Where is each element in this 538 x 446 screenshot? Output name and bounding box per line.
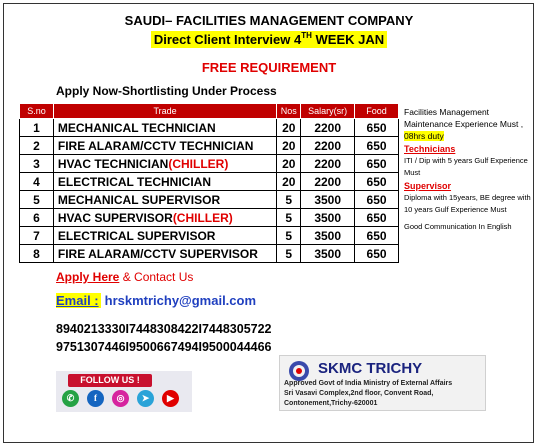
trade-name: MECHANICAL SUPERVISOR: [57, 192, 221, 207]
cell-salary: 2200: [301, 173, 355, 191]
cell-food: 650: [355, 137, 399, 155]
company-card: [279, 355, 486, 411]
header-food: Food: [355, 104, 399, 119]
trade-name: FIRE ALARAM/CCTV TECHNICIAN: [57, 138, 254, 153]
cell-nos: 20: [277, 173, 301, 191]
table-header-row: [20, 104, 399, 119]
technicians-note: ITI / Dip with 5 years Gulf Experience Must: [404, 156, 528, 177]
cell-nos: 5: [277, 227, 301, 245]
phone-numbers: [56, 320, 272, 356]
follow-us-label: FOLLOW US !: [68, 374, 152, 387]
apply-now-text: Apply Now-Shortlisting Under Process: [56, 84, 277, 98]
cell-sno: 1: [20, 119, 54, 137]
cell-salary: 3500: [301, 245, 355, 263]
cell-nos: 5: [277, 209, 301, 227]
cell-trade: [53, 155, 276, 173]
technicians-heading: Technicians: [404, 144, 456, 154]
cell-food: 650: [355, 245, 399, 263]
trade-name: FIRE ALARAM/CCTV SUPERVISOR: [57, 246, 258, 261]
follow-us-banner: [56, 371, 192, 412]
experience-note: [404, 106, 532, 142]
cell-nos: 20: [277, 137, 301, 155]
requirements-notes: [404, 106, 532, 233]
trade-suffix: (CHILLER): [168, 156, 229, 171]
table-row: [20, 137, 399, 155]
phone-line-2: 9751307446I9500667494I9500044466: [56, 340, 272, 354]
cell-food: 650: [355, 209, 399, 227]
table-row: [20, 173, 399, 191]
card-approval: Approved Govt of India Ministry of External Affairs: [284, 380, 453, 387]
cell-food: 650: [355, 227, 399, 245]
experience-text: Facilities Management Maintenance Experience Must ,: [404, 107, 524, 129]
interview-sup: TH: [301, 31, 312, 40]
free-requirement: FREE REQUIREMENT: [201, 60, 337, 75]
card-address-2: Contonement,Trichy-620001: [284, 400, 378, 407]
card-address-1: Sri Vasavi Complex,2nd floor, Convent Road,: [284, 390, 434, 397]
contact-us-text: & Contact Us: [119, 270, 194, 284]
cell-nos: 5: [277, 245, 301, 263]
cell-salary: 2200: [301, 119, 355, 137]
cell-food: 650: [355, 173, 399, 191]
cell-food: 650: [355, 191, 399, 209]
supervisor-note: Diploma with 15years, BE degree with 10 years Gulf Experience Must: [404, 193, 531, 214]
whatsapp-icon[interactable]: ✆: [62, 390, 79, 407]
cell-trade: [53, 209, 276, 227]
cell-sno: 4: [20, 173, 54, 191]
jobs-table: [19, 103, 399, 263]
cell-trade: [53, 137, 276, 155]
cell-trade: [53, 245, 276, 263]
cell-sno: 7: [20, 227, 54, 245]
communication-note: Good Communication In English: [404, 222, 512, 231]
trade-name: MECHANICAL TECHNICIAN: [57, 120, 216, 135]
card-title: SKMC TRICHY: [318, 360, 423, 377]
cell-salary: 2200: [301, 137, 355, 155]
company-title: SAUDI– FACILITIES MANAGEMENT COMPANY: [124, 13, 414, 28]
table-row: [20, 227, 399, 245]
cell-trade: [53, 191, 276, 209]
trade-name: ELECTRICAL TECHNICIAN: [57, 174, 212, 189]
interview-banner: [0, 31, 538, 49]
skmc-logo-icon: [286, 360, 312, 382]
youtube-icon[interactable]: ▶: [162, 390, 179, 407]
table-row: [20, 209, 399, 227]
cell-salary: 3500: [301, 227, 355, 245]
email-row: [56, 293, 256, 308]
apply-here-link[interactable]: Apply Here: [56, 270, 120, 284]
cell-sno: 8: [20, 245, 54, 263]
telegram-icon[interactable]: ➤: [137, 390, 154, 407]
trade-name: HVAC SUPERVISOR: [57, 210, 173, 225]
table-row: [20, 119, 399, 137]
header-salary: Salary(sr): [301, 104, 355, 119]
cell-sno: 6: [20, 209, 54, 227]
email-link[interactable]: hrskmtrichy@gmail.com: [104, 293, 257, 308]
cell-sno: 2: [20, 137, 54, 155]
interview-highlight: [151, 31, 387, 48]
table-row: [20, 191, 399, 209]
supervisor-heading: Supervisor: [404, 181, 452, 191]
duty-highlight: 08hrs duty: [404, 131, 444, 141]
cell-salary: 3500: [301, 191, 355, 209]
cell-sno: 5: [20, 191, 54, 209]
facebook-icon[interactable]: f: [87, 390, 104, 407]
table-row: [20, 245, 399, 263]
table-row: [20, 155, 399, 173]
cell-trade: [53, 227, 276, 245]
apply-here-line: [56, 270, 193, 284]
phone-line-1: 8940213330I7448308422I7448305722: [56, 322, 272, 336]
cell-trade: [53, 119, 276, 137]
cell-nos: 20: [277, 119, 301, 137]
header-nos: Nos: [277, 104, 301, 119]
cell-food: 650: [355, 119, 399, 137]
cell-trade: [53, 173, 276, 191]
cell-nos: 5: [277, 191, 301, 209]
header-sno: S.no: [20, 104, 54, 119]
interview-text-end: WEEK JAN: [311, 32, 385, 47]
cell-salary: 3500: [301, 209, 355, 227]
trade-name: HVAC TECHNICIAN: [57, 156, 169, 171]
email-label: Email :: [56, 293, 99, 308]
cell-food: 650: [355, 155, 399, 173]
trade-suffix: (CHILLER): [172, 210, 233, 225]
instagram-icon[interactable]: ◎: [112, 390, 129, 407]
cell-salary: 2200: [301, 155, 355, 173]
trade-name: ELECTRICAL SUPERVISOR: [57, 228, 216, 243]
cell-sno: 3: [20, 155, 54, 173]
header-trade: Trade: [53, 104, 276, 119]
cell-nos: 20: [277, 155, 301, 173]
interview-text: Direct Client Interview 4: [153, 32, 302, 47]
